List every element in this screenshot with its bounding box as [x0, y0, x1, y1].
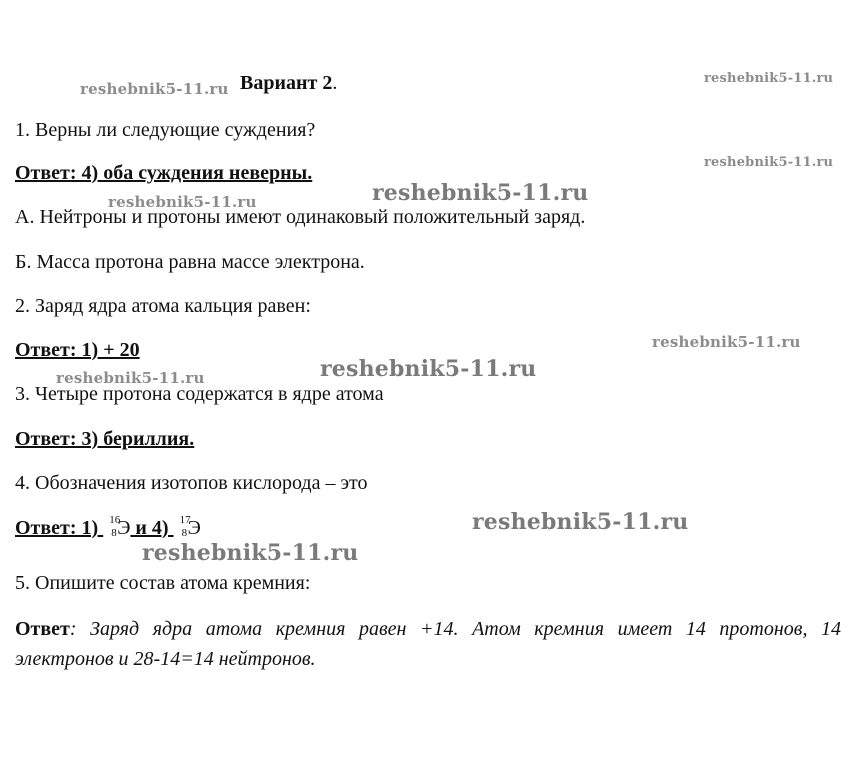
- statement-a: А. Нейтроны и протоны имеют одинаковый положительный заряд.: [15, 206, 586, 228]
- watermark: reshebnik5-11.ru: [80, 80, 229, 98]
- isotope-1-mass: 16: [109, 514, 121, 526]
- answer-2: Ответ: 1) + 20: [15, 339, 140, 361]
- isotope-1-number: 8: [111, 527, 117, 539]
- statement-b: Б. Масса протона равна массе электрона.: [15, 251, 365, 273]
- answer-5: [15, 614, 841, 674]
- page-title: Вариант 2.: [240, 72, 338, 94]
- answer-4: [15, 516, 201, 540]
- watermark: reshebnik5-11.ru: [372, 180, 589, 206]
- answer-4-mid: и 4): [130, 517, 174, 539]
- isotope-2-mass: 17: [179, 514, 191, 526]
- isotope-1-symbol: Э: [117, 517, 131, 539]
- answer-1: Ответ: 4) оба суждения неверны.: [15, 162, 313, 184]
- watermark: reshebnik5-11.ru: [320, 356, 537, 382]
- question-3: 3. Четыре протона содержатся в ядре атома: [15, 383, 384, 405]
- watermark: reshebnik5-11.ru: [108, 193, 257, 211]
- answer-5-text: : Заряд ядра атома кремния равен +14. Атом кремния имеет 14 протонов, 14 электронов и 28-14=14 нейтронов.: [15, 618, 841, 670]
- answer-4-prefix: Ответ: 1): [15, 517, 104, 539]
- watermark: reshebnik5-11.ru: [704, 71, 834, 86]
- question-4: 4. Обозначения изотопов кислорода – это: [15, 472, 368, 494]
- watermark: reshebnik5-11.ru: [652, 333, 801, 351]
- watermark: reshebnik5-11.ru: [142, 540, 359, 566]
- question-5: 5. Опишите состав атома кремния:: [15, 572, 311, 594]
- question-1: 1. Верны ли следующие суждения?: [15, 119, 316, 141]
- answer-5-label: Ответ: [15, 618, 70, 640]
- question-2: 2. Заряд ядра атома кальция равен:: [15, 295, 311, 317]
- isotope-2-symbol: Э: [187, 517, 201, 539]
- watermark: reshebnik5-11.ru: [56, 369, 205, 387]
- isotope-1: [103, 514, 121, 540]
- isotope-2: [174, 514, 191, 540]
- answer-3: Ответ: 3) бериллия.: [15, 428, 195, 450]
- isotope-2-number: 8: [181, 527, 188, 539]
- watermark: reshebnik5-11.ru: [472, 509, 689, 535]
- watermark: reshebnik5-11.ru: [704, 155, 834, 170]
